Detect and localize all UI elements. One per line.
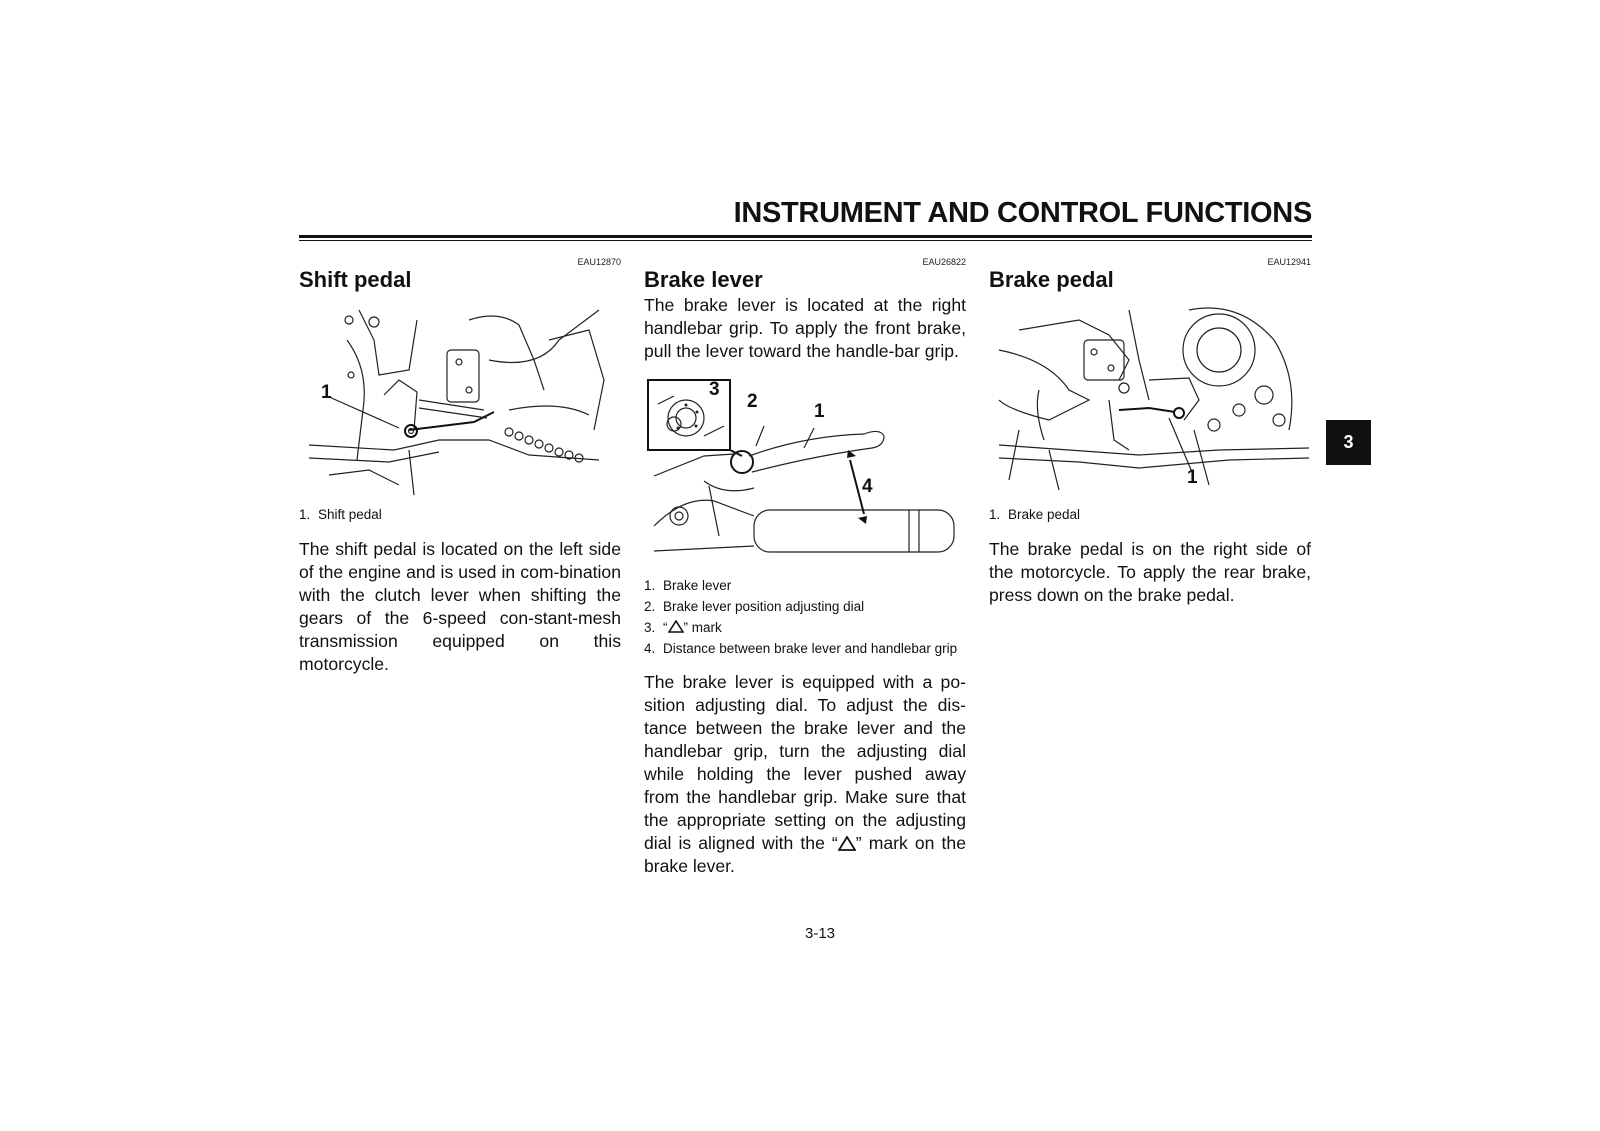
body-text: The brake lever is equipped with a po-sition adjusting dial. To adjust the dis-tance between the brake lever and the handlebar grip, turn the adjusting dial while holding the lever pushed away from the handlebar grip. Make sure that the appropriate setting on the adjusting dial is aligned with the “ ” mark on the brake lever. bbox=[644, 672, 966, 876]
caption-list bbox=[989, 504, 1311, 525]
caption-item: 1. Brake pedal bbox=[989, 507, 1081, 522]
caption-item: 2. Brake lever position adjusting dial bbox=[644, 599, 865, 614]
section-code: EAU26822 bbox=[922, 257, 966, 267]
triangle-mark-icon bbox=[838, 836, 856, 851]
callout-1: 1 bbox=[814, 401, 825, 422]
section-heading: Shift pedal bbox=[299, 267, 412, 292]
section-code: EAU12941 bbox=[1267, 257, 1311, 267]
callout-2: 2 bbox=[747, 391, 758, 412]
section-heading: Brake lever bbox=[644, 267, 763, 292]
brake-pedal-illustration bbox=[989, 300, 1311, 498]
brake-lever-illustration bbox=[644, 376, 966, 571]
caption-item: 4. Distance between brake lever and handlebar grip bbox=[644, 641, 958, 656]
page-number: 3-13 bbox=[804, 925, 836, 942]
body-text: The brake pedal is on the right side of the motorcycle. To apply the rear brake, press down on the brake pedal. bbox=[989, 539, 1311, 605]
section-shift-pedal bbox=[299, 255, 621, 676]
callout-4: 4 bbox=[862, 476, 873, 497]
caption-item: 3. “ ” mark bbox=[644, 620, 722, 635]
callout-1: 1 bbox=[1187, 467, 1198, 488]
caption-list bbox=[299, 504, 621, 525]
title-rule-thin bbox=[299, 240, 1312, 241]
caption-item: 1. Brake lever bbox=[644, 578, 732, 593]
section-code: EAU12870 bbox=[577, 257, 621, 267]
callout-1: 1 bbox=[321, 382, 332, 403]
callout-3: 3 bbox=[709, 379, 720, 400]
section-heading: Brake pedal bbox=[989, 267, 1114, 292]
intro-text: The brake lever is located at the right handlebar grip. To apply the front brake, pull the lever toward the handle-bar grip. bbox=[644, 295, 966, 361]
section-brake-lever bbox=[644, 255, 966, 878]
caption-item: 1. Shift pedal bbox=[299, 507, 382, 522]
triangle-mark-icon bbox=[668, 620, 684, 633]
caption-list bbox=[644, 575, 966, 657]
page-title: INSTRUMENT AND CONTROL FUNCTIONS bbox=[733, 197, 1312, 229]
shift-pedal-illustration bbox=[299, 300, 621, 498]
title-rule bbox=[299, 235, 1312, 238]
section-brake-pedal bbox=[989, 255, 1311, 607]
body-text: The shift pedal is located on the left side of the engine and is used in com-bination with the clutch lever when shifting the gears of the 6-speed con-stant-mesh transmission equipped on this motorcycle. bbox=[299, 539, 621, 674]
chapter-tab: 3 bbox=[1326, 420, 1371, 465]
